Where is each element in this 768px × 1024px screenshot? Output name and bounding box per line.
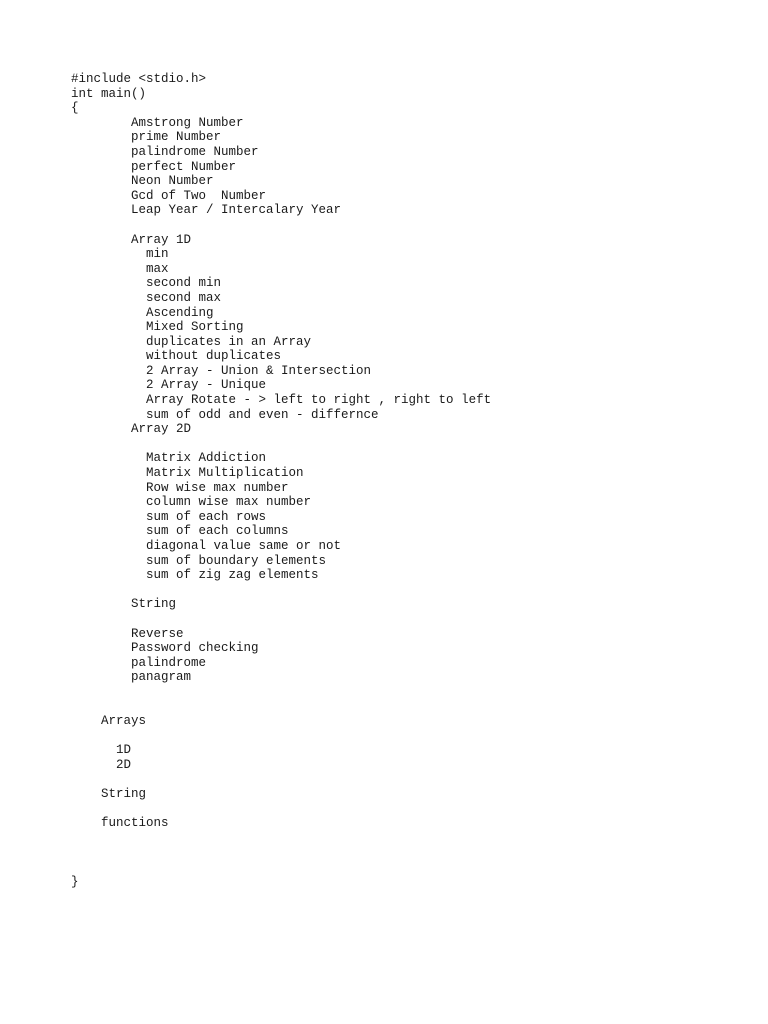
code-line: } <box>71 874 79 889</box>
code-line <box>71 773 491 788</box>
code-line: sum of each columns <box>71 524 289 539</box>
code-line: second max <box>71 290 222 305</box>
code-block <box>71 72 491 889</box>
code-line: #include <stdio.h> <box>71 72 207 86</box>
code-line: prime Number <box>71 130 222 145</box>
code-line: Amstrong Number <box>71 115 244 130</box>
code-line <box>71 860 491 875</box>
code-line <box>71 612 491 627</box>
code-line: Gcd of Two Number <box>71 188 267 203</box>
code-line: panagram <box>71 670 192 685</box>
code-line: Neon Number <box>71 174 214 189</box>
code-line: 2 Array - Union & Intersection <box>71 363 372 378</box>
code-line: palindrome <box>71 655 207 670</box>
code-line: 1D <box>71 743 132 758</box>
code-line: Matrix Addiction <box>71 451 267 466</box>
code-line: Array 2D <box>71 422 192 437</box>
code-line: column wise max number <box>71 495 312 510</box>
code-line <box>71 583 491 598</box>
code-line: Array Rotate - > left to right , right to left <box>71 393 492 408</box>
code-line <box>71 729 491 744</box>
code-line: Row wise max number <box>71 480 289 495</box>
code-line <box>71 831 491 846</box>
code-line: second min <box>71 276 222 291</box>
code-line: Reverse <box>71 626 184 641</box>
code-line: sum of odd and even - differnce <box>71 407 379 422</box>
code-line: diagonal value same or not <box>71 539 342 553</box>
code-line: Mixed Sorting <box>71 320 244 335</box>
code-line: Ascending <box>71 305 214 320</box>
code-line: without duplicates <box>71 349 282 364</box>
code-line: perfect Number <box>71 159 237 174</box>
code-line: { <box>71 101 79 116</box>
code-line: min <box>71 247 169 262</box>
code-line: sum of each rows <box>71 509 267 524</box>
code-line: String <box>71 787 147 802</box>
code-line: duplicates in an Array <box>71 334 312 349</box>
code-line: max <box>71 261 169 276</box>
code-line: 2 Array - Unique <box>71 378 267 393</box>
code-line: Array 1D <box>71 232 192 247</box>
code-line <box>71 845 491 860</box>
code-line: sum of boundary elements <box>71 553 327 568</box>
code-line: Arrays <box>71 714 147 729</box>
code-line: sum of zig zag elements <box>71 568 319 583</box>
code-line: functions <box>71 816 169 831</box>
code-line: 2D <box>71 757 132 772</box>
code-line: String <box>71 597 177 612</box>
code-line: Leap Year / Intercalary Year <box>71 203 342 218</box>
code-line: Matrix Multiplication <box>71 466 304 481</box>
code-line: Password checking <box>71 641 259 656</box>
code-line: palindrome Number <box>71 144 259 159</box>
code-line <box>71 685 491 700</box>
code-line <box>71 437 491 452</box>
code-line <box>71 218 491 233</box>
code-line: int main() <box>71 86 147 101</box>
code-line <box>71 802 491 817</box>
code-line <box>71 700 491 715</box>
